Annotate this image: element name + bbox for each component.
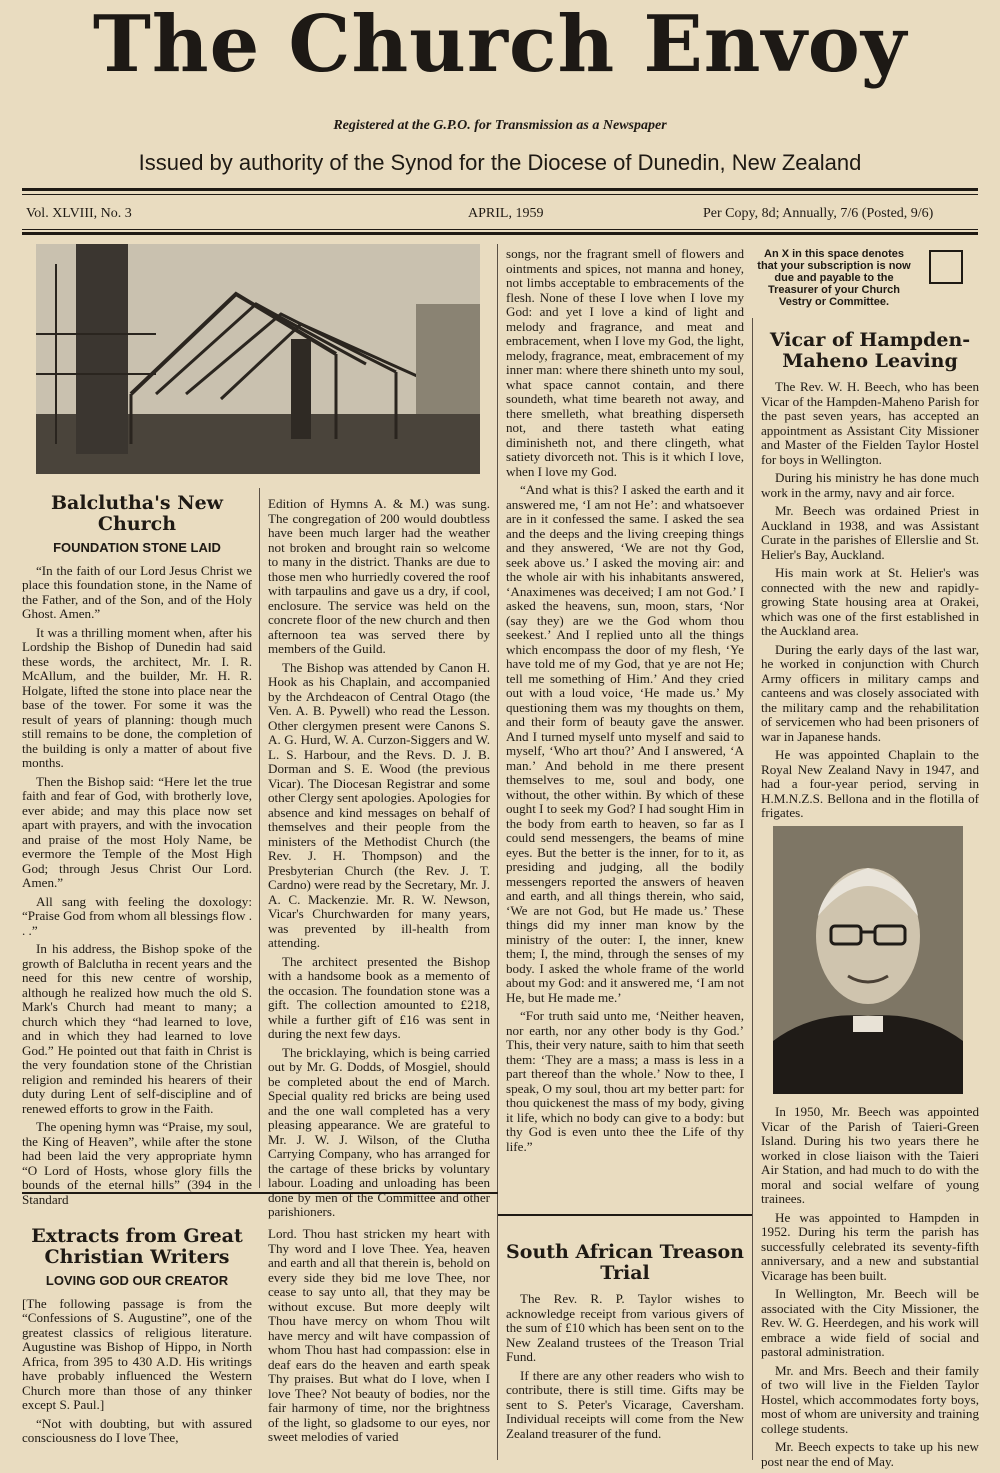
section-rule	[498, 1214, 752, 1216]
article-paragraph: songs, nor the fragrant smell of flowers and ointments and spices, not manna and honey, not limbs acceptable to embracements of the flesh. None of these I love when I love my God: and yet I love a kind of light and melody and fragrance, and meat and embracement, when I love my God, the light, melody, fragrance, meat, embracement of my inner man: where there shineth unto my soul, what space cannot contain, and there soundeth, what time beareth not away, and there smelleth, what breathing disperseth not, and there tasteth what eating diminisheth not, and there clingeth, what satiety divorceth not. This is it which I love, when I love my God.	[506, 246, 744, 479]
article-paragraph: Lord. Thou hast stricken my heart with Thy word and I love Thee. Yea, heaven and earth and all that therein is, behold on every side they bid me love Thee, nor cease to say unto all, that they may be without excuse. But more deeply wilt Thou have mercy on whom Thou wilt have mercy and wilt have compassion of whom Thou hast had compassion: else in deaf ears do the heaven and earth speak Thy praises. But what do I love, when I love Thee? Not beauty of bodies, nor the fair harmony of time, nor the brightness of the light, so gladsome to our eyes, nor sweet melodies of varied	[268, 1226, 490, 1444]
article-paragraph: The Rev. R. P. Taylor wishes to acknowledge receipt from various givers of the sum of £10 which has been sent on to the New Zealand trustees of the Treason Trial Fund.	[506, 1291, 744, 1364]
masthead-title: The Church Envoy	[92, 0, 908, 90]
masthead-rule-thin	[22, 194, 978, 195]
column-rule	[497, 244, 498, 1460]
vicar-article-upper	[761, 330, 979, 825]
article-paragraph: His main work at St. Helier's was connected with the new and rapidly-growing State housing area at Orakei, which was one of the first established in the Auckland area.	[761, 565, 979, 638]
balclutha-subhead: FOUNDATION STONE LAID	[53, 540, 221, 555]
column-rule	[752, 318, 753, 1460]
article-paragraph: If there are any other readers who wish to contribute, there is still time. Gifts may be sent to S. Peter's Vicarage, Caversham. Individual receipts will come from the New Zealand treasurer of the fund.	[506, 1367, 744, 1441]
vicar-portrait-graphic	[773, 826, 963, 1094]
article-paragraph: “Not with doubting, but with assured consciousness do I love Thee,	[22, 1415, 252, 1445]
balclutha-column-1	[22, 493, 252, 1211]
article-paragraph: In Wellington, Mr. Beech will be associated with the City Missioner, the Rev. W. G. Heerdegen, and his work will embrace a wide field of social and pastoral administration.	[761, 1286, 979, 1359]
balclutha-headline: Balclutha's New Church	[50, 492, 224, 535]
balclutha-column-2	[268, 497, 490, 1224]
article-paragraph: He was appointed Chaplain to the Royal New Zealand Navy in 1947, and had a four-year period, serving in H.M.N.Z.S. Bellona and in the flotilla of frigates.	[761, 747, 979, 820]
article-paragraph: He was appointed to Hampden in 1952. During his term the parish has successfully celebrated its seventy-fifth anniversary, and a new and substantial Vicarage has been built.	[761, 1209, 979, 1283]
article-paragraph: “For truth said unto me, ‘Neither heaven, nor earth, nor any other body is thy God.’ This, their very nature, saith to him that seeth them: ‘They are a mass; a mass is less in a part thereof than the whole.’ Now to thee, I speak, O my soul, thou art my better part: for thou quickenest the mass of my body, giving it life, which no body can give to a body: but thy God is even unto thee the Life of thy life.”	[506, 1008, 744, 1154]
subscription-notice: An X in this space denotes that your subscription is now due and payable to the Treasurer of your Church Vestry or Committee.	[757, 248, 911, 308]
dateline-rule-thin	[22, 229, 978, 230]
church-construction-photo	[36, 244, 480, 474]
volume-number: Vol. XLVIII, No. 3	[26, 206, 132, 221]
extracts-headline: Extracts from Great Christian Writers	[31, 1225, 243, 1268]
issue-date: APRIL, 1959	[468, 206, 544, 221]
treason-headline: South African Treason Trial	[506, 1241, 744, 1284]
article-paragraph: During his ministry he has done much work in the army, navy and air force.	[761, 470, 979, 500]
registration-line: Registered at the G.P.O. for Transmission as a Newspaper	[333, 118, 667, 133]
article-paragraph: The Bishop was attended by Canon H. Hook as his Chaplain, and accompanied by the Archdeacon of Central Otago (the Ven. A. B. Pywell) who read the Lesson. Other clergymen present were Canons S. A. G. Hurd, W. A. Curzon-Siggers and W. L. S. Harbour, and the Revs. D. J. B. Dorman and S. E. Wood (the previous Vicar). The Diocesan Registrar and some other Clergy sent apologies. Apologies for absence and kind messages on behalf of themselves and their people from the ministers of the Methodist Church (the Rev. J. H. Thompson) and the Presbyterian Church (the Rev. J. T. Cardno) were read by the Secretary, Mr. J. A. C. Mackenzie. Mr. R. W. Newson, Vicar's Churchwarden for many years, was prevented by ill-health from attending.	[268, 659, 490, 950]
article-paragraph: “And what is this? I asked the earth and it answered me, ‘I am not He’: and whatsoever are in it confessed the same. I asked the sea and the deeps and the living creeping things and they answered, ‘We are not thy God, seek above us.’ I asked the moving air: and the whole air with his inhabitants answered, ‘Anaximenes was deceived; I am not God.’ I asked the heavens, sun, moon, stars, ‘Nor (say they) are we the God whom thou seekest.’ And I replied unto all the things which encompass the door of my flesh, ‘Ye have told me of my God, that ye are not He; tell me something of Him.’ And they cried out with a loud voice, ‘He made us.’ My questioning them was my thoughts on them, and their form of beauty gave the answer. And I turned myself unto myself and said to myself, ‘Who art thou?’ And I answered, ‘A man.’ And behold in me there present themselves to me, soul and body, one without, the other within. By which of these ought I to seek my God? I had sought Him in the body from earth to heaven, so far as I could send messengers, the beams of mine eyes. But the better is the inner, for to it, as presiding and judging, all the bodily messengers reported the answers of heaven and earth, and all things therein, who said, ‘We are not God, but He made us.’ These things did my inner man know by the ministry of the outer: I, the inner, knew them; I, the mind, through the senses of my body. I asked the whole frame of the world about my God: and it answered me, ‘I am not He, but He made me.’	[506, 482, 744, 1005]
article-paragraph: The opening hymn was “Praise, my soul, the King of Heaven”, while after the stone had been laid the very appropriate hymn “O Lord of Hosts, whose glory fills the bounds of the eternal hills” (394 in the Standard	[22, 1119, 252, 1207]
article-paragraph: Mr. Beech was ordained Priest in Auckland in 1938, and was Assistant Curate in the parishes of Ellerslie and St. Helier's Bay, Auckland.	[761, 503, 979, 562]
article-paragraph: The bricklaying, which is being carried out by Mr. G. Dodds, of Mosgiel, should be completed about the end of March. Special quality red bricks are being used and the one wall completed has a very pleasing appearance. We are grateful to Mr. J. W. J. Wilson, of the Clutha Carrying Company, who has arranged for the cartage of these bricks by voluntary labour. Loading and unloading has been done by men of the Committee and other parishioners.	[268, 1044, 490, 1219]
vicar-article-lower	[761, 1105, 979, 1473]
price-line: Per Copy, 8d; Annually, 7/6 (Posted, 9/6)	[703, 206, 934, 221]
article-paragraph: In 1950, Mr. Beech was appointed Vicar of the Parish of Taieri-Green Island. During his two years there he worked in close liaison with the Taieri Air Station, and had much to do with the moral and social welfare of young trainees.	[761, 1104, 979, 1206]
extracts-column-1	[22, 1226, 252, 1450]
article-paragraph: It was a thrilling moment when, after his Lordship the Bishop of Dunedin had said these words, the architect, Mr. I. R. McAllum, and the builder, Mr. H. R. Holgate, lifted the stone into place near the base of the tower. For some it was the result of years of planning: though much still remains to be done, the completion of the building is only a matter of about five months.	[22, 624, 252, 770]
article-paragraph: During the early days of the last war, he worked in conjunction with Church Army officers in military camps and canteens and was closely associated with the military camp and the rehabilitation of servicemen who had been prisoners of war in Japanese hands.	[761, 641, 979, 744]
masthead-rule	[22, 188, 978, 191]
column-rule	[259, 488, 260, 1188]
vicar-headline: Vicar of Hampden-Maheno Leaving	[769, 329, 971, 372]
article-paragraph: Mr. and Mrs. Beech and their family of two will live in the Fielden Taylor Hostel, which accommodates forty boys, most of whom are university and training college students.	[761, 1362, 979, 1436]
extracts-subhead: LOVING GOD OUR CREATOR	[45, 1273, 229, 1288]
article-paragraph: The architect presented the Bishop with a handsome book as a memento of the occasion. The foundation stone was a gift. The collection amounted to £218, while a further gift of £16 was sent in during the next few days.	[268, 953, 490, 1041]
treason-trial-article	[506, 1242, 744, 1445]
article-paragraph: The Rev. W. H. Beech, who has been Vicar of the Hampden-Maheno Parish for the past seven years, has accepted an appointment as Assistant City Missioner and Master of the Fielden Taylor Hostel for boys in Wellington.	[761, 379, 979, 467]
dateline-rule	[22, 232, 978, 235]
issued-by-line: Issued by authority of the Synod for the Diocese of Dunedin, New Zealand	[138, 150, 862, 175]
article-paragraph: Mr. Beech expects to take up his new post near the end of May.	[761, 1439, 979, 1469]
article-paragraph: In his address, the Bishop spoke of the growth of Balclutha in recent years and the need for this new centre of worship, although he realized how much the old S. Mark's Church had meant to many; a church which they “had learned to love, and in which they had learned to love God.” He pointed out that faith in Christ is the very foundation stone of the Christian religion and reminded his hearers of their duty during Lent of self-discipline and of renewed efforts to grow in the Faith.	[22, 941, 252, 1116]
article-paragraph: “In the faith of our Lord Jesus Christ we place this foundation stone, in the Name of the Father, and of the Son, and of the Holy Ghost. Amen.”	[22, 562, 252, 621]
article-paragraph: Then the Bishop said: “Here let the true faith and fear of God, with brotherly love, ever abide; and may this place now set apart with prayers, and with the invocation and praise of the most Holy Name, be evermore the Temple of the Most High God; through Jesus Christ Our Lord. Amen.”	[22, 773, 252, 890]
augustine-continued-column	[506, 247, 744, 1158]
church-photo-graphic	[36, 244, 480, 474]
article-paragraph: [The following passage is from the “Confessions of S. Augustine”, one of the greatest classics of religious literature. Augustine was Bishop of Hippo, in North Africa, from 395 to 430 A.D. His writings have probably influenced the Western Church more than those of any thinker except S. Paul.]	[22, 1295, 252, 1412]
article-paragraph: All sang with feeling the doxology: “Praise God from whom all blessings flow . . .”	[22, 893, 252, 938]
extracts-column-2	[268, 1227, 490, 1449]
subscription-mark-box	[929, 250, 963, 284]
vicar-portrait-photo	[773, 826, 963, 1094]
article-paragraph: Edition of Hymns A. & M.) was sung. The congregation of 200 would doubtless have been much larger had the weather not broken and brought rain so welcome to many in the district. Thanks are due to those men who hurriedly covered the roof with tarpaulins and gave us a dry, if cool, enclosure. The service was held on the concrete floor of the new church and then afternoon tea was served there by members of the Guild.	[268, 496, 490, 656]
